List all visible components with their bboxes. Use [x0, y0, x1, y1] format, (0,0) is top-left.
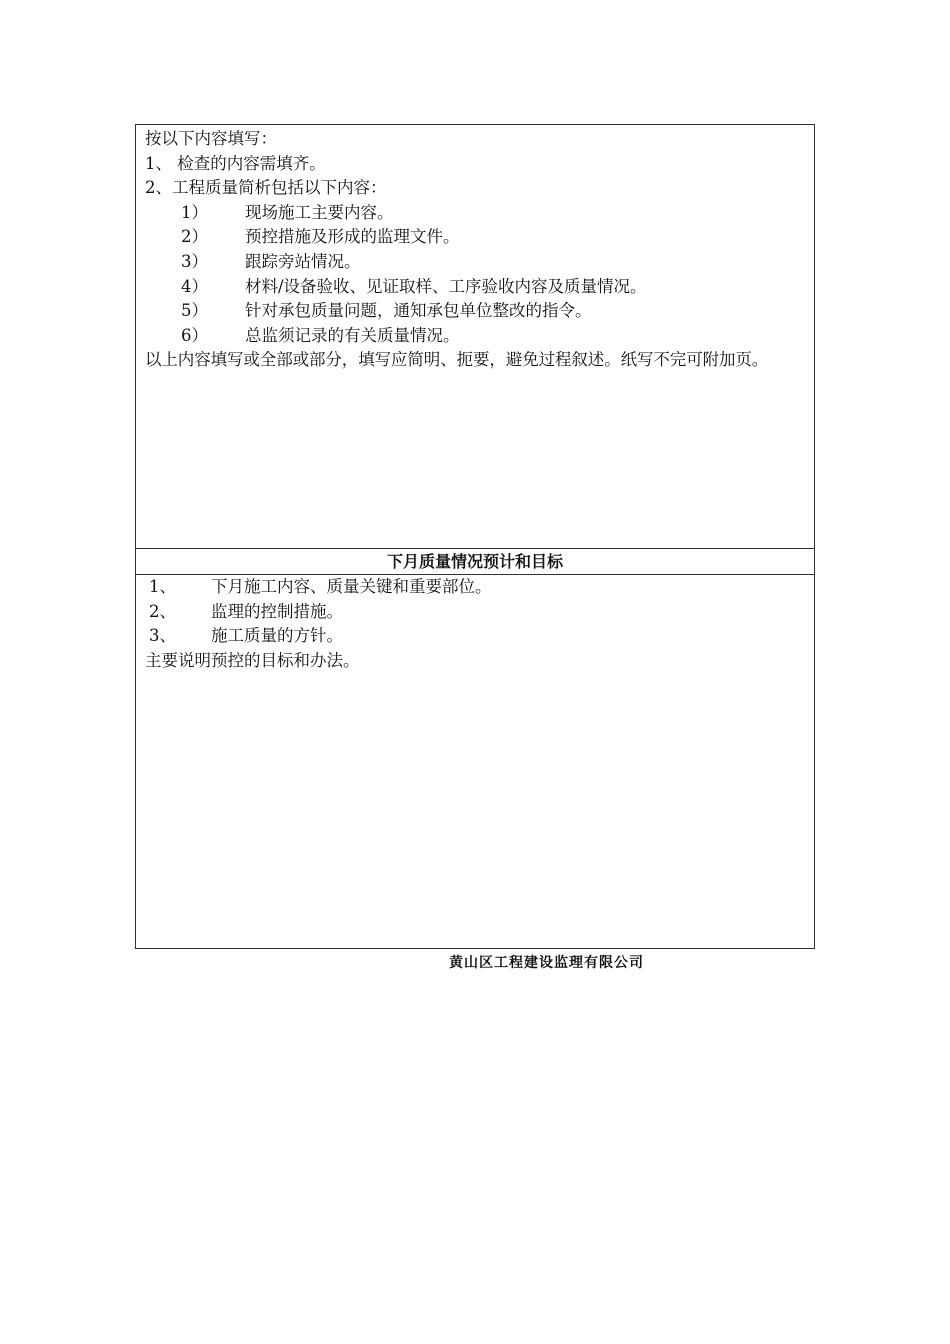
sub-item-number: 5）	[181, 301, 208, 321]
sub-item-number: 6）	[181, 325, 208, 345]
instructions-intro: 按以下内容填写：	[145, 129, 277, 148]
sub-item-5	[145, 299, 806, 324]
item-number: 1、	[149, 577, 176, 596]
next-month-note: 主要说明预控的目标和办法。	[145, 650, 360, 670]
next-month-item-2	[145, 600, 806, 625]
next-month-heading: 下月质量情况预计和目标	[136, 549, 814, 575]
sub-item-4	[145, 275, 806, 300]
item-text: 下月施工内容、质量关键和重要部位。	[211, 577, 492, 596]
sub-item-text: 跟踪旁站情况。	[245, 251, 361, 271]
sub-item-text: 针对承包质量问题，通知承包单位整改的指令。	[245, 301, 592, 321]
item-number: 3、	[149, 626, 176, 646]
sub-item-number: 4）	[181, 276, 208, 296]
sub-item-text: 预控措施及形成的监理文件。	[245, 227, 460, 247]
instruction-item-1: 1、 检查的内容需填齐。	[145, 153, 326, 173]
sub-item-number: 2）	[181, 227, 208, 247]
sub-item-text: 材料/设备验收、见证取样、工序验收内容及质量情况。	[245, 276, 647, 296]
sub-item-text: 总监须记录的有关质量情况。	[245, 325, 460, 345]
next-month-item-1	[145, 575, 806, 600]
fill-instructions-section	[136, 125, 814, 549]
sub-item-text: 现场施工主要内容。	[245, 202, 394, 222]
company-name: 黄山区工程建设监理有限公司	[449, 955, 644, 971]
sub-item-6	[145, 324, 806, 349]
item-text: 施工质量的方针。	[211, 626, 343, 646]
item-text: 监理的控制措施。	[211, 601, 343, 621]
instructions-note: 以上内容填写或全部或部分，填写应简明、扼要，避免过程叙述。纸写不完可附加页。	[145, 350, 769, 370]
sub-item-2	[145, 225, 806, 250]
quality-report-form	[135, 124, 815, 949]
sub-item-3	[145, 250, 806, 275]
next-month-item-3	[145, 624, 806, 649]
sub-item-number: 3）	[181, 251, 208, 271]
sub-item-1	[145, 201, 806, 226]
sub-item-number: 1）	[181, 202, 208, 222]
next-month-section	[136, 575, 814, 948]
item-number: 2、	[149, 601, 176, 621]
instruction-item-2: 2、工程质量简析包括以下内容：	[145, 178, 387, 198]
